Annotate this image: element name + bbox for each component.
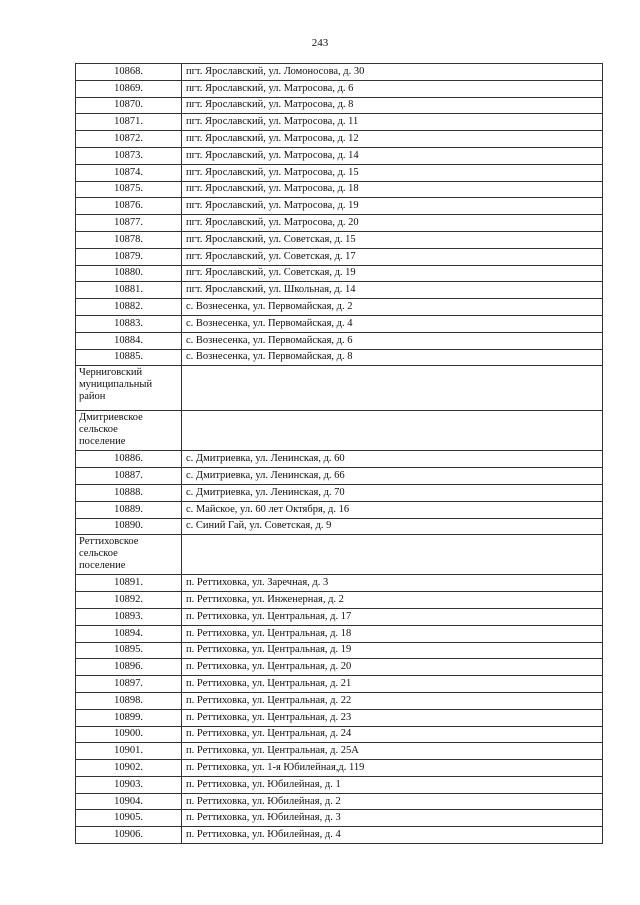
row-number: 10892.: [76, 592, 182, 609]
row-number: 10872.: [76, 131, 182, 148]
row-address: пгт. Ярославский, ул. Матросова, д. 15: [182, 164, 603, 181]
row-number: 10878.: [76, 231, 182, 248]
section-label-line: Черниговский: [79, 367, 143, 379]
table-row: [76, 282, 603, 299]
section-row-district: [76, 366, 603, 411]
table-row: [76, 810, 603, 827]
row-address: п. Реттиховка, ул. Центральная, д. 21: [182, 676, 603, 693]
table-row: [76, 726, 603, 743]
row-number: 10879.: [76, 248, 182, 265]
row-number: 10875.: [76, 181, 182, 198]
row-address: пгт. Ярославский, ул. Ломоносова, д. 30: [182, 64, 603, 81]
section-label: [76, 535, 182, 575]
row-address: п. Реттиховка, ул. Центральная, д. 19: [182, 642, 603, 659]
row-number: 10886.: [76, 451, 182, 468]
section-label: [76, 411, 182, 451]
section-label-line: поселение: [79, 436, 126, 448]
table-row: [76, 501, 603, 518]
row-address: п. Реттиховка, ул. Центральная, д. 20: [182, 659, 603, 676]
table-row: [76, 776, 603, 793]
table-row: [76, 97, 603, 114]
table-row: [76, 64, 603, 81]
row-address: пгт. Ярославский, ул. Матросова, д. 8: [182, 97, 603, 114]
row-address: пгт. Ярославский, ул. Матросова, д. 20: [182, 215, 603, 232]
row-number: 10900.: [76, 726, 182, 743]
row-address: с. Дмитриевка, ул. Ленинская, д. 70: [182, 484, 603, 501]
row-number: 10873.: [76, 147, 182, 164]
row-number: 10905.: [76, 810, 182, 827]
section-label-line: Реттиховское: [79, 536, 139, 548]
table-row: [76, 147, 603, 164]
table-row: [76, 692, 603, 709]
table-row: [76, 575, 603, 592]
table-row: [76, 518, 603, 535]
row-number: 10904.: [76, 793, 182, 810]
row-number: 10880.: [76, 265, 182, 282]
table-row: [76, 676, 603, 693]
table-row: [76, 164, 603, 181]
row-address: пгт. Ярославский, ул. Матросова, д. 14: [182, 147, 603, 164]
section-empty-cell: [182, 366, 603, 411]
row-number: 10902.: [76, 760, 182, 777]
row-address: с. Дмитриевка, ул. Ленинская, д. 60: [182, 451, 603, 468]
table-row: [76, 827, 603, 844]
row-number: 10897.: [76, 676, 182, 693]
row-number: 10899.: [76, 709, 182, 726]
row-address: пгт. Ярославский, ул. Советская, д. 19: [182, 265, 603, 282]
section-label-line: сельское: [79, 424, 118, 436]
table-row: [76, 349, 603, 366]
row-address: п. Реттиховка, ул. Юбилейная, д. 3: [182, 810, 603, 827]
section-label: [76, 366, 182, 411]
section-label-line: район: [79, 391, 106, 403]
row-number: 10868.: [76, 64, 182, 81]
row-address: п. Реттиховка, ул. Юбилейная, д. 2: [182, 793, 603, 810]
section-row-settlement: [76, 411, 603, 451]
row-address: с. Вознесенка, ул. Первомайская, д. 6: [182, 332, 603, 349]
row-number: 10877.: [76, 215, 182, 232]
row-number: 10898.: [76, 692, 182, 709]
row-number: 10903.: [76, 776, 182, 793]
row-address: с. Дмитриевка, ул. Ленинская, д. 66: [182, 468, 603, 485]
row-number: 10887.: [76, 468, 182, 485]
row-address: п. Реттиховка, ул. Центральная, д. 25А: [182, 743, 603, 760]
row-number: 10891.: [76, 575, 182, 592]
row-address: п. Реттиховка, ул. Центральная, д. 18: [182, 625, 603, 642]
row-number: 10871.: [76, 114, 182, 131]
row-address: с. Вознесенка, ул. Первомайская, д. 8: [182, 349, 603, 366]
row-address: п. Реттиховка, ул. Центральная, д. 23: [182, 709, 603, 726]
table-row: [76, 709, 603, 726]
row-number: 10881.: [76, 282, 182, 299]
row-address: пгт. Ярославский, ул. Матросова, д. 18: [182, 181, 603, 198]
row-address: п. Реттиховка, ул. Юбилейная, д. 4: [182, 827, 603, 844]
table-row: [76, 315, 603, 332]
row-address: с. Синий Гай, ул. Советская, д. 9: [182, 518, 603, 535]
section-empty-cell: [182, 535, 603, 575]
row-number: 10901.: [76, 743, 182, 760]
row-address: п. Реттиховка, ул. Заречная, д. 3: [182, 575, 603, 592]
table-row: [76, 484, 603, 501]
table-row: [76, 215, 603, 232]
table-row: [76, 248, 603, 265]
row-number: 10876.: [76, 198, 182, 215]
table-row: [76, 80, 603, 97]
table-row: [76, 198, 603, 215]
row-number: 10894.: [76, 625, 182, 642]
table-row: [76, 231, 603, 248]
row-address: п. Реттиховка, ул. Центральная, д. 17: [182, 608, 603, 625]
table-row: [76, 642, 603, 659]
table-row: [76, 608, 603, 625]
table-row: [76, 265, 603, 282]
row-number: 10893.: [76, 608, 182, 625]
table-row: [76, 743, 603, 760]
row-address: п. Реттиховка, ул. Центральная, д. 22: [182, 692, 603, 709]
row-number: 10884.: [76, 332, 182, 349]
row-number: 10882.: [76, 299, 182, 316]
table-row: [76, 793, 603, 810]
table-row: [76, 760, 603, 777]
row-address: пгт. Ярославский, ул. Советская, д. 15: [182, 231, 603, 248]
row-address: пгт. Ярославский, ул. Матросова, д. 12: [182, 131, 603, 148]
row-address: п. Реттиховка, ул. Центральная, д. 24: [182, 726, 603, 743]
section-label-line: муниципальный: [79, 379, 153, 391]
row-address: п. Реттиховка, ул. Инженерная, д. 2: [182, 592, 603, 609]
row-address: с. Вознесенка, ул. Первомайская, д. 2: [182, 299, 603, 316]
row-number: 10896.: [76, 659, 182, 676]
table-row: [76, 114, 603, 131]
row-number: 10870.: [76, 97, 182, 114]
row-number: 10874.: [76, 164, 182, 181]
section-empty-cell: [182, 411, 603, 451]
row-address: пгт. Ярославский, ул. Матросова, д. 19: [182, 198, 603, 215]
table-row: [76, 181, 603, 198]
table-row: [76, 299, 603, 316]
row-number: 10895.: [76, 642, 182, 659]
row-address: п. Реттиховка, ул. 1-я Юбилейная,д. 119: [182, 760, 603, 777]
table-row: [76, 625, 603, 642]
row-number: 10885.: [76, 349, 182, 366]
section-label-line: поселение: [79, 560, 126, 572]
row-number: 10888.: [76, 484, 182, 501]
row-number: 10883.: [76, 315, 182, 332]
table-row: [76, 332, 603, 349]
table-row: [76, 468, 603, 485]
section-label-line: сельское: [79, 548, 118, 560]
row-address: пгт. Ярославский, ул. Матросова, д. 11: [182, 114, 603, 131]
section-row-settlement: [76, 535, 603, 575]
row-address: с. Вознесенка, ул. Первомайская, д. 4: [182, 315, 603, 332]
row-address: с. Майское, ул. 60 лет Октября, д. 16: [182, 501, 603, 518]
row-number: 10889.: [76, 501, 182, 518]
row-address: пгт. Ярославский, ул. Школьная, д. 14: [182, 282, 603, 299]
table-row: [76, 451, 603, 468]
row-number: 10906.: [76, 827, 182, 844]
row-address: п. Реттиховка, ул. Юбилейная, д. 1: [182, 776, 603, 793]
address-table: [75, 63, 603, 844]
row-number: 10869.: [76, 80, 182, 97]
section-label-line: Дмитриевское: [79, 412, 143, 424]
table-row: [76, 131, 603, 148]
row-address: пгт. Ярославский, ул. Матросова, д. 6: [182, 80, 603, 97]
row-number: 10890.: [76, 518, 182, 535]
table-row: [76, 659, 603, 676]
table-row: [76, 592, 603, 609]
page-number: 243: [311, 37, 329, 49]
row-address: пгт. Ярославский, ул. Советская, д. 17: [182, 248, 603, 265]
